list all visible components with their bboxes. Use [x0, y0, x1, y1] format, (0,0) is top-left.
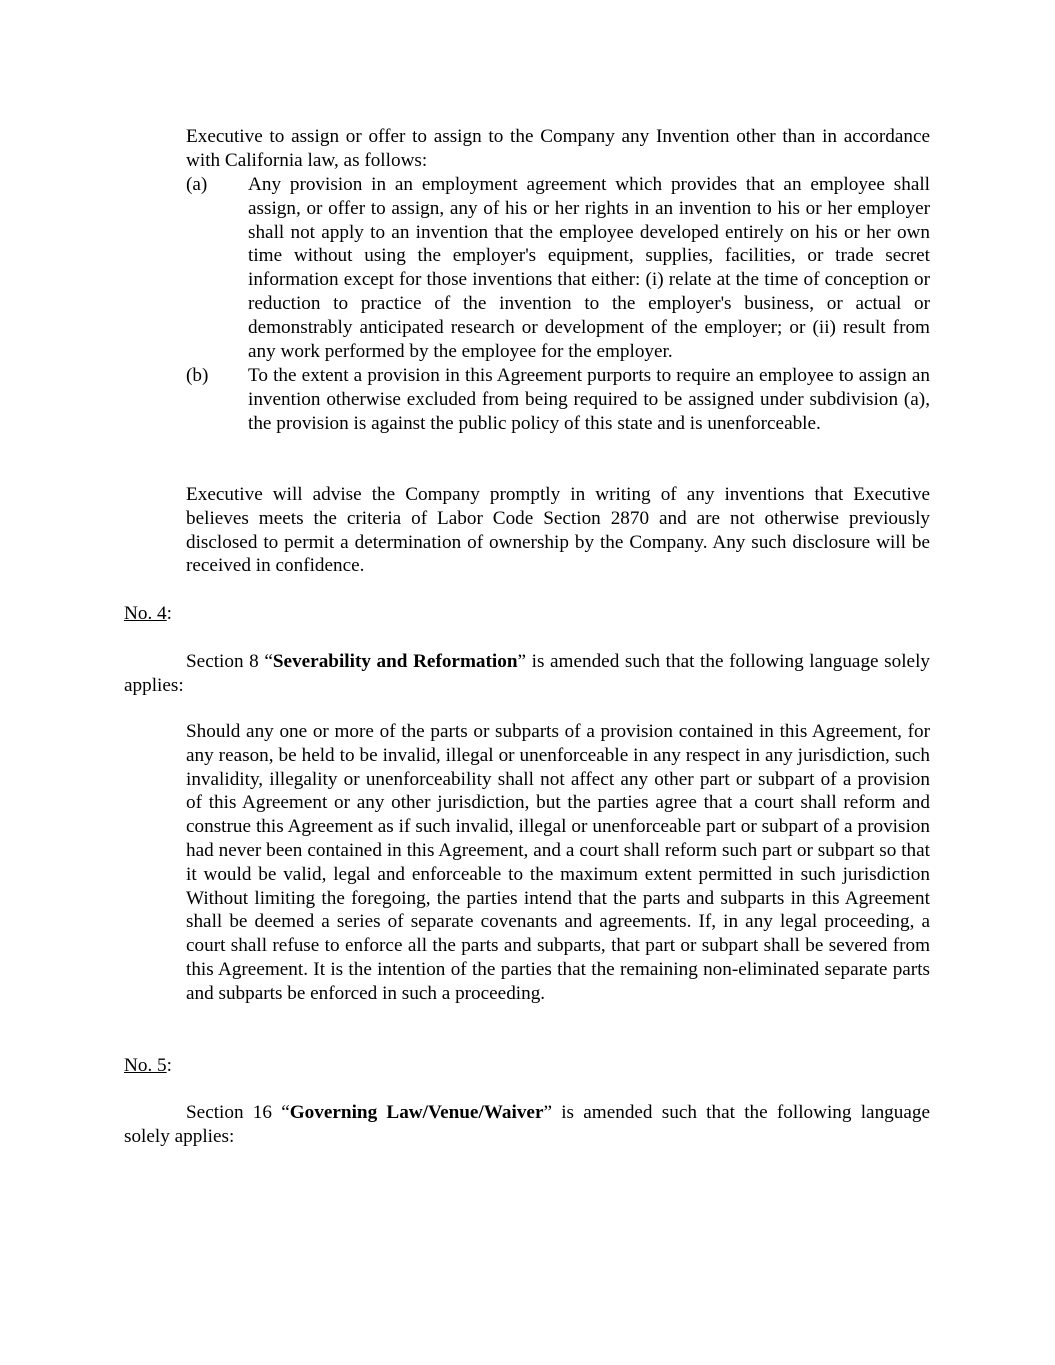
- no4-lead-after: ” is amended such that the following language solely applies:: [124, 651, 930, 696]
- list-label-a: (a): [186, 174, 208, 195]
- no4-lead-before: Section 8 “: [186, 651, 273, 672]
- no5-lead-bold: Governing Law/Venue/Waiver: [289, 1102, 544, 1123]
- list-text-a: Any provision in an employment agreement which provides that an employee shall assign, or offer to assign, any of his or her rights in an invention to his or her employer shall not apply to an invention that the employee developed entirely on his or her own time without using the employer's equipment, supplies, facilities, or trade secret information except for those inventions that either: (i) relate at the time of conception or reduction to practice of the invention to the employer's business, or actual or demonstrably anticipated research or development of the employer; or (ii) result from any work performed by the employee for the employer.: [248, 174, 930, 362]
- section-heading-no4: [124, 602, 172, 626]
- no4-lead-paragraph: [124, 650, 930, 698]
- no5-lead-before: Section 16 “: [186, 1102, 290, 1123]
- heading-no4-label: No. 4: [124, 603, 167, 624]
- intro-paragraph: Executive to assign or offer to assign to the Company any Invention other than in accordance with California law, as follows:: [186, 126, 930, 171]
- list-label-b: (b): [186, 365, 209, 386]
- no5-lead-paragraph: [124, 1101, 930, 1149]
- heading-no5-colon: :: [166, 1055, 172, 1076]
- heading-no5-label: No. 5: [124, 1055, 167, 1076]
- no5-lead-after: ” is amended such that the following language solely applies:: [124, 1102, 930, 1147]
- no4-body-paragraph: Should any one or more of the parts or subparts of a provision contained in this Agreement, for any reason, be held to be invalid, illegal or unenforceable in any respect in any jurisdiction, such invalidity, illegality or unenforceability shall not affect any other part or subpart of a provision of this Agreement or any other jurisdiction, but the parties agree that a court shall reform and construe this Agreement as if such invalid, illegal or unenforceable part or subpart of a provision had never been contained in this Agreement, and a court shall reform such part or subpart so that it would be valid, legal and enforceable to the maximum extent permitted in such jurisdiction Without limiting the foregoing, the parties intend that the parts and subparts in this Agreement shall be deemed a series of separate covenants and agreements. If, in any legal proceeding, a court shall refuse to enforce all the parts and subparts, that part or subpart shall be severed from this Agreement. It is the intention of the parties that the remaining non-eliminated separate parts and subparts be enforced in such a proceeding.: [186, 721, 930, 1004]
- no4-lead-bold: Severability and Reformation: [272, 651, 518, 672]
- list-text-b: To the extent a provision in this Agreement purports to require an employee to assign an invention otherwise excluded from being required to be assigned under subdivision (a), the provision is against the public policy of this state and is unenforceable.: [248, 365, 930, 434]
- heading-no4-colon: :: [166, 603, 172, 624]
- disclosure-paragraph: Executive will advise the Company promptly in writing of any inventions that Executive believes meets the criteria of Labor Code Section 2870 and are not otherwise previously disclosed to permit a determination of ownership by the Company. Any such disclosure will be received in confidence.: [186, 484, 930, 577]
- section-heading-no5: [124, 1054, 172, 1078]
